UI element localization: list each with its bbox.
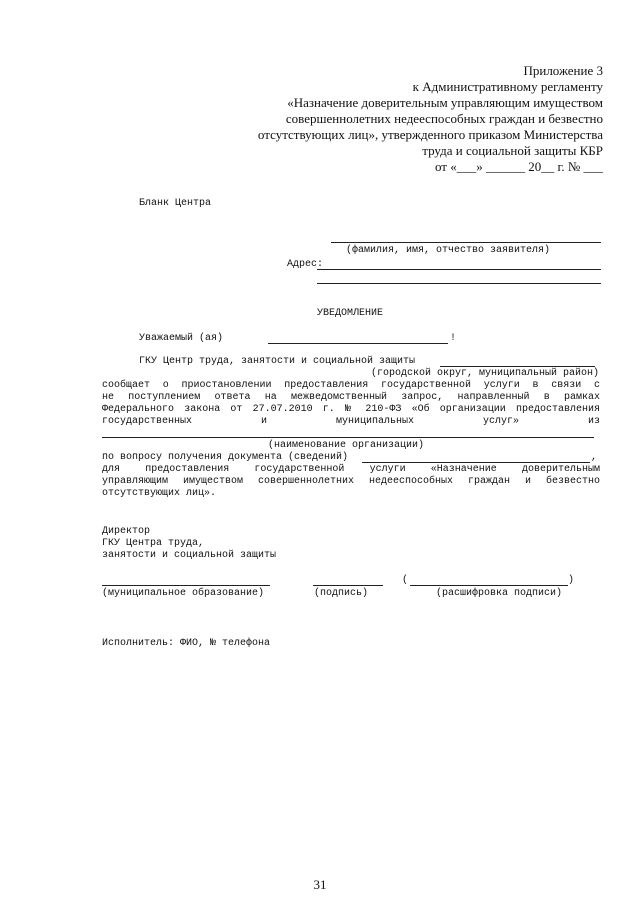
body-line: Федерального закона от 27.07.2010 г. № 210-ФЗ «Об организации предоставления [102,404,600,415]
appendix-line: труда и социальной защиты КБР [422,143,603,158]
appendix-line: совершеннолетних недееспособных граждан и безвестно [285,111,603,126]
applicant-caption: (фамилия, имя, отчество заявителя) [346,245,551,256]
body-line-last: отсутствующих лиц». [102,488,217,499]
document-title: УВЕДОМЛЕНИЕ [317,308,384,319]
body-line-split [102,416,600,428]
signature-caption: (подпись) [314,588,369,599]
decode-paren-open: ( [402,575,409,586]
decode-caption: (расшифровка подписи) [436,588,563,599]
body-word: и [260,416,267,427]
applicant-name-line [331,242,601,243]
appendix-line: к Административному регламенту [412,79,603,94]
address-line-1 [317,269,601,270]
salutation: Уважаемый (ая) [139,333,224,344]
decode-paren-close: ) [568,575,575,586]
decode-line [410,585,568,586]
body-line: сообщает о приостановлении предоставления государственной услуги в связи с [102,380,600,391]
municipal-line [102,585,270,586]
organization-line [102,437,594,438]
blank-label: Бланк Центра [139,198,212,209]
signature-line [313,585,383,586]
document-query-line [362,462,590,463]
appendix-title: Приложение 3 [523,63,603,78]
document-query-comma: , [591,452,598,463]
salutation-name-line [268,343,448,344]
body-word: государственных [102,416,193,427]
body-word: муниципальных [335,416,414,427]
document-query-label: по вопросу получения документа (сведений) [102,452,349,463]
appendix-line: «Назначение доверительным управляющим имуществом [287,95,603,110]
district-line [440,366,595,367]
address-line-2 [317,283,601,284]
signer-organization: занятости и социальной защиты [102,550,277,561]
body-line: управляющим имуществом совершеннолетних недееспособных граждан и безвестно [102,476,600,487]
body-line: для предоставления государственной услуги «Назначение доверительным [102,464,600,475]
signer-title: Директор [102,526,151,537]
district-caption: (городской округ, муниципальный район) [371,368,600,379]
organization-caption: (наименование организации) [268,440,425,451]
page-number: 31 [313,877,327,892]
appendix-date-line: от «___» ______ 20__ г. № ___ [434,159,603,174]
body-word: из [587,416,600,427]
appendix-line: отсутствующих лиц», утвержденного приказом Министерства [257,127,603,142]
address-label: Адрес: [287,259,324,270]
salutation-exclamation: ! [450,333,457,344]
municipal-caption: (муниципальное образование) [102,588,265,599]
body-line: не поступлением ответа на межведомственный запрос, направленный в рамках [102,392,600,403]
body-word: услуг» [482,416,519,427]
center-name: ГКУ Центр труда, занятости и социальной защиты [139,356,416,367]
signer-organization: ГКУ Центра труда, [102,538,205,549]
executor-line: Исполнитель: ФИО, № телефона [102,638,271,649]
